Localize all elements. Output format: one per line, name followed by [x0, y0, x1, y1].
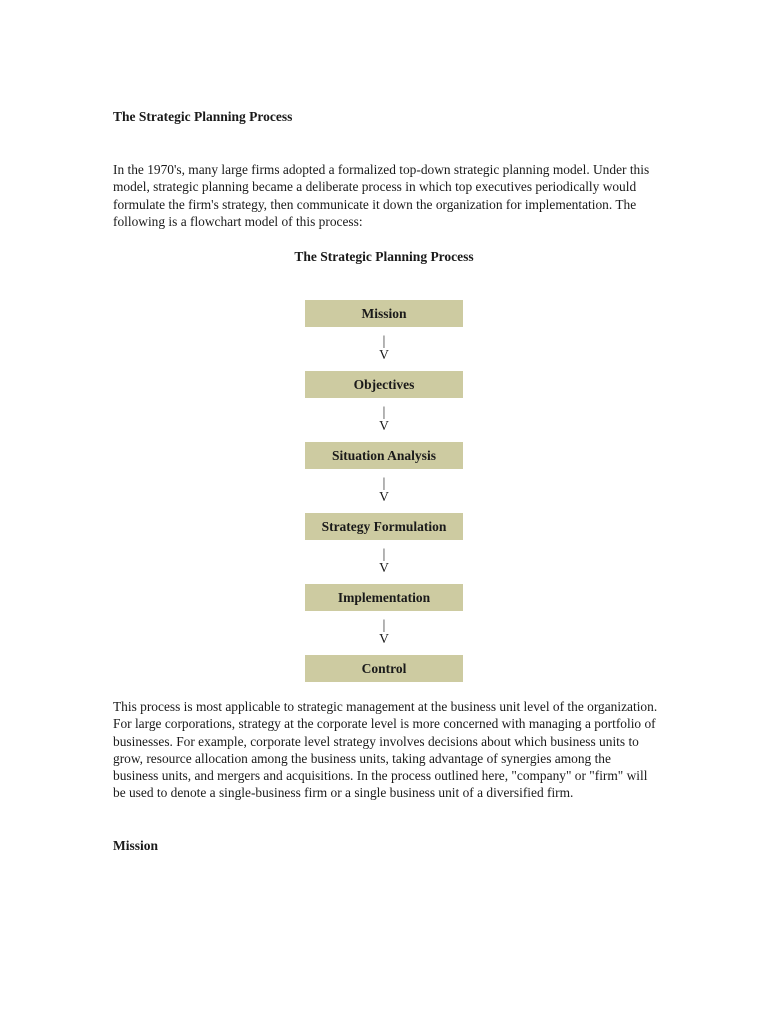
arrow-line: | [382, 546, 386, 561]
flowchart-arrow [305, 547, 463, 575]
flowchart-arrow [305, 476, 463, 504]
flowchart-step-mission: Mission [305, 300, 463, 327]
flowchart-step-control: Control [305, 655, 463, 682]
arrow-line: | [382, 617, 386, 632]
flowchart-arrow [305, 618, 463, 646]
document-title: The Strategic Planning Process [113, 109, 293, 124]
arrow-head: V [379, 418, 389, 433]
arrow-head: V [379, 347, 389, 362]
section-heading: Mission [113, 838, 159, 853]
flowchart-step-strategy-formulation: Strategy Formulation [305, 513, 463, 540]
intro-paragraph: In the 1970's, many large firms adopted a formalized top-down strategic planning model. Under this model, strategic planning became a deliberate process in which top executives periodically would formulate the firm's strategy, then communicate it down the organization for implementation. The following is a flowchart model of this process: [113, 162, 650, 229]
arrow-line: | [382, 404, 386, 419]
flowchart-step-situation-analysis: Situation Analysis [305, 442, 463, 469]
body-paragraph: This process is most applicable to strategic management at the business unit level of the organization. For large corporations, strategy at the corporate level is more concerned with managing a portfolio of businesses. For example, corporate level strategy involves decisions about which business units to grow, resource allocation among the business units, taking advantage of synergies among the business units, and mergers and acquisitions. In the process outlined here, "company" or "firm" will be used to denote a single-business firm or a single business unit of a diversified firm. [113, 699, 658, 801]
arrow-line: | [382, 333, 386, 348]
flowchart-arrow [305, 334, 463, 362]
flowchart-arrow [305, 405, 463, 433]
flowchart-title: The Strategic Planning Process [294, 249, 474, 264]
arrow-line: | [382, 475, 386, 490]
arrow-head: V [379, 631, 389, 646]
arrow-head: V [379, 560, 389, 575]
flowchart-step-implementation: Implementation [305, 584, 463, 611]
arrow-head: V [379, 489, 389, 504]
flowchart-step-objectives: Objectives [305, 371, 463, 398]
